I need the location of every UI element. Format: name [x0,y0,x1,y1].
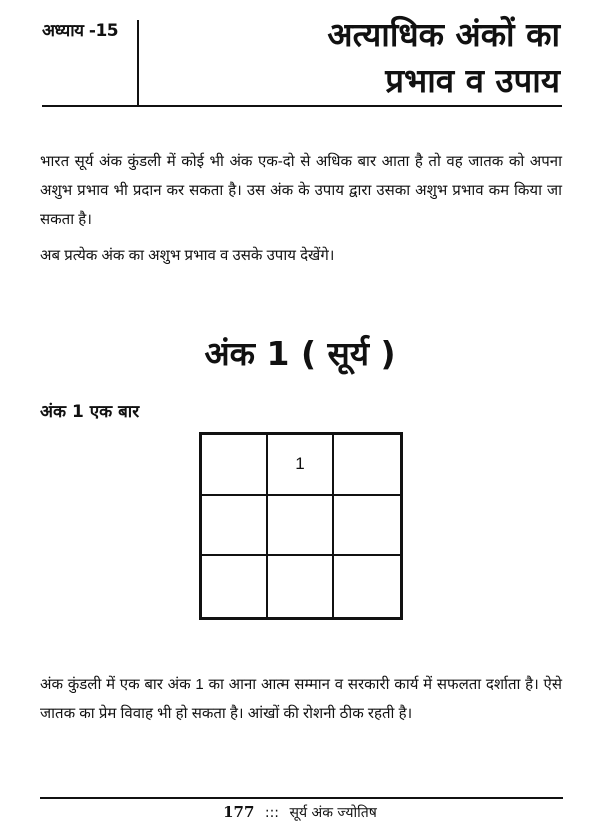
section-description: अंक कुंडली में एक बार अंक 1 का आना आत्म सम्मान व सरकारी कार्य में सफलता दर्शाता है। ऐसे जातक का प्रेम विवाह भी हो सकता है। आंखों की रोशनी ठीक रहती है। [40,676,562,722]
grid-cell: 1 [268,435,334,496]
section-title: अंक 1 ( सूर्य ) [204,334,396,373]
header-divider-horizontal [42,105,562,107]
chapter-label: अध्याय -15 [42,21,119,41]
grid-cell [268,556,334,617]
grid-cell [268,496,334,557]
grid-cell [202,496,268,557]
grid-cell [334,556,400,617]
chapter-title-line2: प्रभाव व उपाय [385,61,560,100]
footer-separator: ::: [264,805,280,821]
footer-divider [40,797,563,799]
section-subtitle: अंक 1 एक बार [40,402,140,422]
intro-paragraph-1: भारत सूर्य अंक कुंडली में कोई भी अंक एक-दो से अधिक बार आता है तो वह जातक को अपना अशुभ प्रभाव भी प्रदान कर सकता है। उस अंक के उपाय द्वारा उसका अशुभ प्रभाव कम किया जा सकता है। [40,153,562,228]
grid-cell [202,556,268,617]
header-divider-vertical [137,20,139,107]
chapter-title-line1: अत्याधिक अंकों का [327,15,560,54]
chapter-title [140,12,560,104]
page-footer [0,803,600,822]
book-title: सूर्य अंक ज्योतिष [289,805,377,821]
number-grid [199,432,403,620]
intro-paragraph-2: अब प्रत्येक अंक का अशुभ प्रभाव व उसके उपाय देखेंगे। [40,247,335,264]
page-number: 177 [223,803,255,821]
grid-cell [334,496,400,557]
grid-cell [202,435,268,496]
grid-cell [334,435,400,496]
